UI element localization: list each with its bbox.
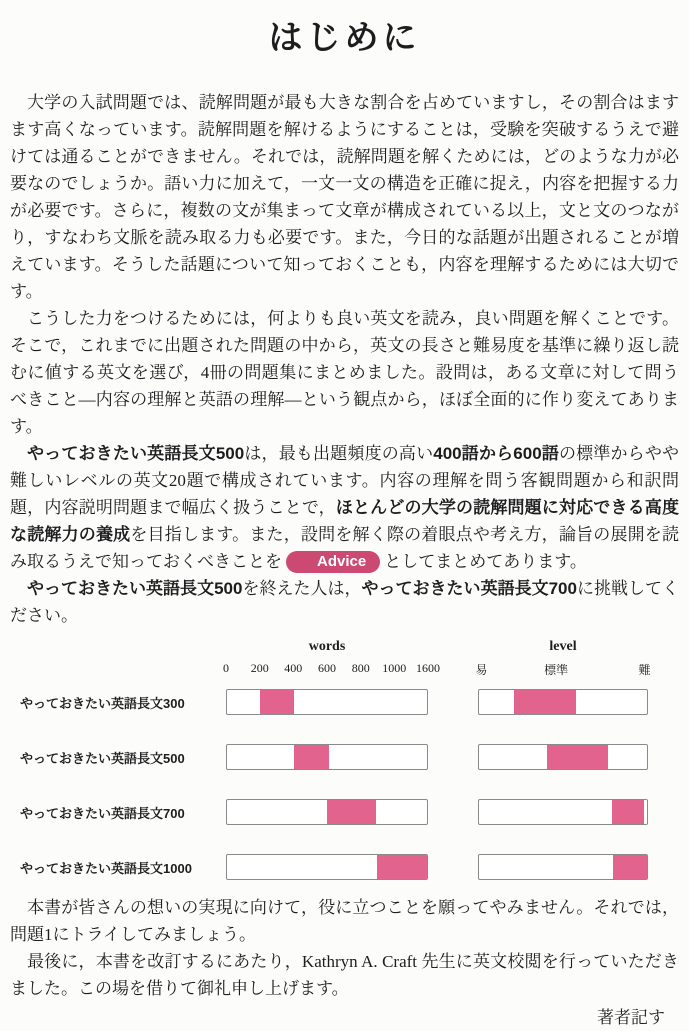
figure-rows (10, 689, 679, 880)
body-text: としてまとめてあります。 (384, 552, 587, 571)
body-text: 最後に，本書を改訂するにあたり，Kathryn A. Craft 先生に英文校閲を行っていただきました。この場を借りて御礼申し上げます。 (10, 952, 679, 998)
book-title-label: やっておきたい英語長文500 (20, 750, 185, 766)
body-text: を終えた人は， (242, 579, 362, 598)
words-bar (226, 854, 428, 880)
figure-row (10, 854, 679, 880)
page-title: はじめに (268, 19, 421, 57)
axis-tick-label: 400 (284, 661, 303, 675)
emphasized-text: やっておきたい英語長文700 (361, 579, 577, 598)
figure-header-row (10, 639, 679, 661)
level-bar-fill (547, 745, 608, 769)
level-bar (478, 689, 648, 715)
paragraph-3 (10, 440, 679, 575)
book-title-label: やっておきたい英語長文1000 (20, 860, 192, 876)
level-bar (478, 799, 648, 825)
body-text: に挑戦してください。 (10, 579, 680, 625)
axis-tick-label: 標準 (544, 663, 569, 677)
axis-tick-label: 800 (351, 661, 370, 675)
level-bar-fill (514, 690, 576, 714)
words-bar (226, 744, 428, 770)
body-text: を目指します。また，設問を解く際の着眼点や考え方，論旨の展開を読み取るうえで知っておくべきことを (10, 525, 680, 571)
emphasized-text: やっておきたい英語長文500 (27, 579, 243, 598)
emphasized-text: やっておきたい英語長文500 (27, 444, 245, 463)
body-text: の標準からやや難しいレベルの英文20題で構成されています。内容の理解を問う客観問題から和訳問題，内容説明問題まで幅広く扱うことで， (10, 444, 680, 517)
axis-tick-label: 0 (223, 661, 229, 675)
advice-badge: Advice (286, 551, 380, 573)
closing-paragraph-1 (10, 894, 679, 948)
level-bar (478, 744, 648, 770)
body-text: こうした力をつけるためには，何よりも良い英文を読み，良い問題を解くことです。そこで，これまでに出題された問題の中から，英文の長さと難易度を基準に繰り返し読むに値する英文を選び，4冊の問題集にまとめました。設問は，ある文章に対して問うべきこと―内容の理解と英語の理解―という観点から，ほぼ全面的に作り変えてあります。 (10, 309, 679, 436)
emphasized-text: ほとんどの大学の読解問題に対応できる高度な読解力の養成 (10, 498, 679, 544)
axis-tick-label: 易 (475, 663, 488, 677)
paragraph-1 (10, 89, 679, 305)
series-comparison-figure (10, 639, 679, 880)
level-bar (478, 854, 648, 880)
level-axis-ticks (475, 661, 651, 678)
words-bar-fill (327, 800, 376, 824)
paragraph-4 (10, 575, 679, 629)
intro-paragraphs (10, 89, 679, 629)
axis-tick-label: 1600 (416, 661, 440, 675)
figure-row (10, 689, 679, 715)
closing-paragraph-2 (10, 948, 679, 1002)
author-signature: 著者記す (597, 1008, 665, 1027)
words-axis-title: words (308, 639, 346, 654)
figure-row (10, 744, 679, 770)
closing-paragraphs (10, 894, 679, 1031)
words-axis-ticks (223, 661, 440, 678)
figure-ticks-row (10, 661, 679, 678)
book-title-label: やっておきたい英語長文700 (20, 805, 185, 821)
words-bar-fill (377, 855, 427, 879)
paragraph-2 (10, 305, 679, 440)
body-text: は，最も出題頻度の高い (244, 444, 434, 463)
level-bar-fill (612, 800, 644, 824)
figure-row (10, 799, 679, 825)
axis-tick-label: 難 (638, 663, 651, 677)
words-bar-fill (294, 745, 329, 769)
level-bar-fill (613, 855, 647, 879)
body-text: 大学の入試問題では、読解問題が最も大きな割合を占めていますし，その割合はますます高くなっています。読解問題を解けるようにすることは，受験を突破するうえで避けては通ることができません。それでは，読解問題を解くためには，どのような力が必要なのでしょうか。語い力に加えて，一文一文の構造を正確に捉え，内容を把握する力が必要です。さらに，複数の文が集まって文章が構成されている以上，文と文のつながり，すなわち文脈を読み取る力も必要です。また，今日的な話題が出題されることが増えています。そうした話題について知っておくことも，内容を理解するためには大切です。 (10, 93, 679, 301)
words-bar (226, 799, 428, 825)
words-bar-fill (260, 690, 293, 714)
axis-tick-label: 200 (250, 661, 269, 675)
axis-tick-label: 600 (318, 661, 336, 675)
level-axis-title: level (549, 639, 577, 654)
book-title-label: やっておきたい英語長文300 (20, 695, 185, 711)
emphasized-text: 400語から600語 (433, 444, 559, 463)
words-bar (226, 689, 428, 715)
body-text: 本書が皆さんの想いの実現に向けて，役に立つことを願ってやみません。それでは，問題1にトライしてみましょう。 (10, 898, 679, 944)
axis-tick-label: 1000 (382, 661, 407, 675)
